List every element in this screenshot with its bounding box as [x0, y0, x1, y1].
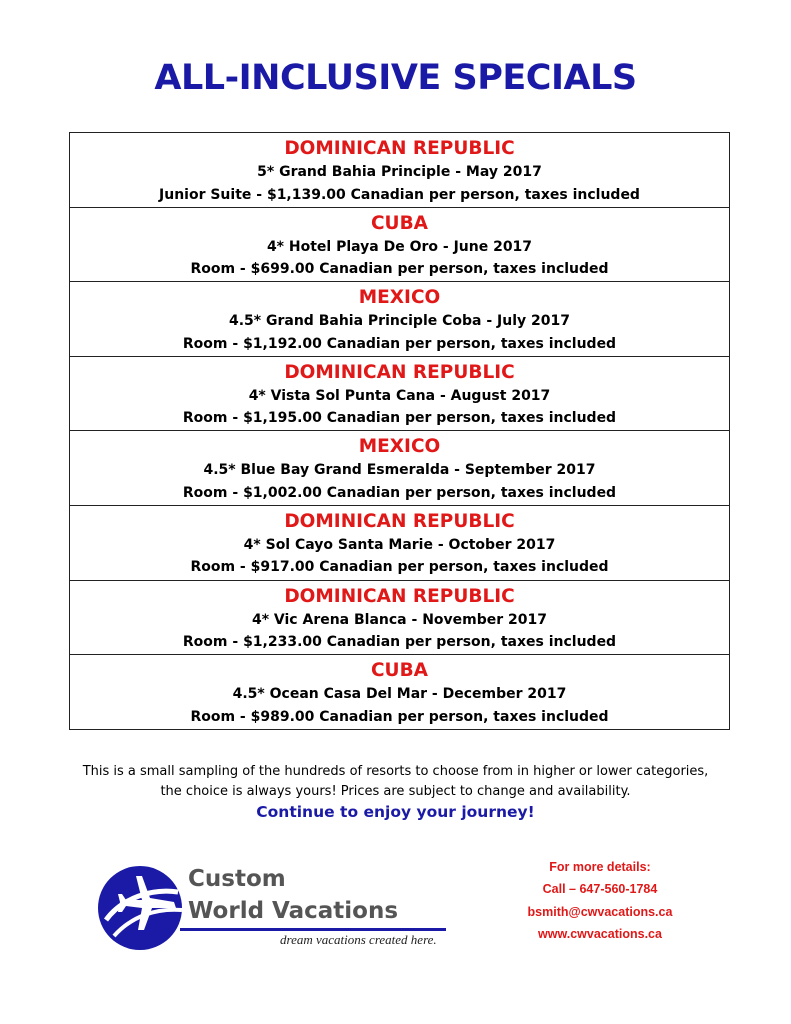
deal-price: Room - $1,195.00 Canadian per person, taxes included	[182, 410, 617, 427]
deal-row	[70, 655, 729, 730]
contact-details	[512, 856, 688, 945]
deal-row	[70, 133, 729, 208]
deal-hotel: 4.5* Grand Bahia Principle Coba - July 2017	[229, 313, 570, 330]
logo-name-line: World Vacations	[188, 898, 399, 924]
deal-hotel: 4.5* Ocean Casa Del Mar - December 2017	[232, 686, 567, 703]
contact-website[interactable]: www.cwvacations.ca	[538, 926, 662, 941]
specials-table	[69, 132, 730, 730]
deal-row	[70, 431, 729, 506]
logo-name-line: Custom	[188, 866, 286, 892]
call-to-action: Continue to enjoy your journey!	[256, 803, 535, 821]
deal-hotel: 4* Vic Arena Blanca - November 2017	[251, 611, 547, 628]
deal-price: Room - $699.00 Canadian per person, taxes included	[190, 261, 609, 278]
deal-country: DOMINICAN REPUBLIC	[284, 510, 515, 532]
deal-country: DOMINICAN REPUBLIC	[284, 585, 515, 607]
logo-divider	[180, 928, 446, 931]
deal-row	[70, 208, 729, 283]
deal-price: Room - $989.00 Canadian per person, taxes included	[190, 708, 609, 725]
page-title: ALL-INCLUSIVE SPECIALS	[154, 58, 637, 98]
deal-row	[70, 357, 729, 432]
deal-price: Junior Suite - $1,139.00 Canadian per person, taxes included	[159, 186, 640, 203]
deal-price: Room - $917.00 Canadian per person, taxes included	[190, 559, 609, 576]
deal-country: DOMINICAN REPUBLIC	[284, 361, 515, 383]
disclaimer-line: This is a small sampling of the hundreds of resorts to choose from in higher or lower categories,	[82, 764, 709, 779]
deal-hotel: 4.5* Blue Bay Grand Esmeralda - September 2017	[203, 462, 596, 479]
deal-country: DOMINICAN REPUBLIC	[284, 138, 515, 159]
contact-heading: For more details:	[549, 860, 651, 874]
deal-price: Room - $1,002.00 Canadian per person, taxes included	[182, 484, 617, 501]
globe-airplane-logo-icon	[92, 858, 188, 954]
deal-price: Room - $1,233.00 Canadian per person, taxes included	[182, 634, 617, 651]
company-logo	[92, 858, 452, 958]
deal-country: MEXICO	[358, 287, 441, 309]
deal-country: CUBA	[370, 212, 429, 234]
deal-hotel: 4* Hotel Playa De Oro - June 2017	[266, 238, 533, 255]
deal-price: Room - $1,192.00 Canadian per person, taxes included	[182, 335, 617, 352]
deal-hotel: 5* Grand Bahia Principle - May 2017	[257, 164, 542, 180]
logo-tagline: dream vacations created here.	[280, 932, 437, 947]
deal-row	[70, 506, 729, 581]
disclaimer-note	[40, 762, 751, 802]
disclaimer-line: the choice is always yours! Prices are subject to change and availability.	[160, 784, 631, 799]
deal-hotel: 4* Vista Sol Punta Cana - August 2017	[248, 387, 551, 404]
contact-email[interactable]: bsmith@cwvacations.ca	[527, 904, 673, 919]
deal-country: CUBA	[370, 660, 429, 682]
contact-phone: Call – 647-560-1784	[542, 882, 658, 897]
deal-row	[70, 581, 729, 656]
deal-country: MEXICO	[358, 436, 441, 458]
deal-hotel: 4* Sol Cayo Santa Marie - October 2017	[243, 536, 556, 553]
deal-row	[70, 282, 729, 357]
